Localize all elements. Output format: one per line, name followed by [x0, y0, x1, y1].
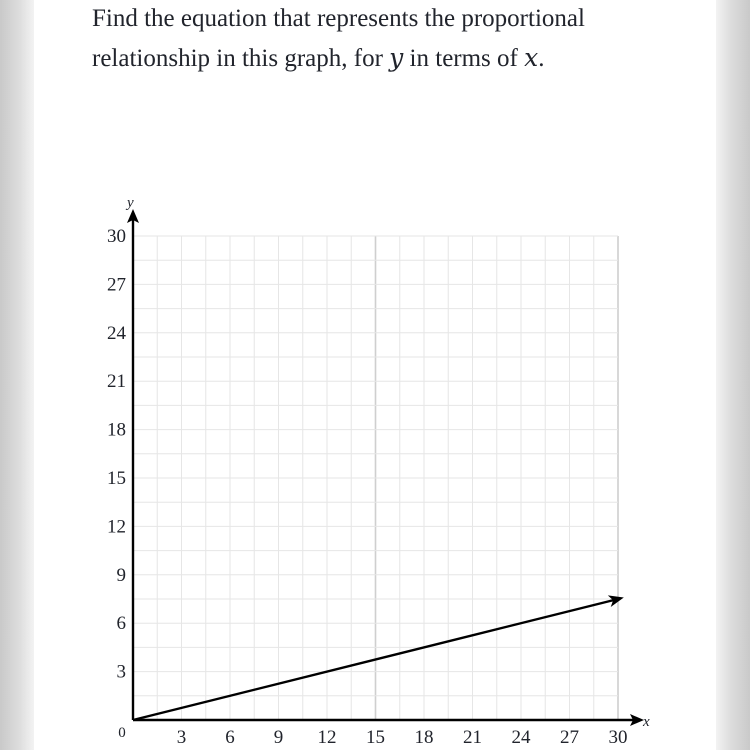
- x-tick-label: 12: [317, 727, 337, 748]
- x-tick-label: 3: [176, 727, 187, 748]
- y-tick-label: 6: [116, 613, 126, 635]
- x-tick-label: 27: [560, 727, 579, 748]
- x-tick-label: 24: [511, 727, 531, 748]
- y-tick-label: 24: [107, 322, 126, 344]
- question-text-part-2: in terms of: [403, 44, 525, 72]
- y-tick-label: 21: [107, 371, 126, 393]
- x-tick-label: 9: [273, 727, 284, 748]
- x-tick-label: 30: [608, 727, 628, 748]
- y-axis-label: y: [127, 195, 134, 211]
- y-tick-label: 15: [107, 468, 126, 489]
- origin-label: 0: [118, 725, 126, 741]
- y-tick-label: 30: [107, 226, 126, 247]
- data-series: [133, 595, 624, 720]
- y-tick-label: 9: [116, 564, 126, 586]
- x-axis-label: x: [643, 714, 650, 730]
- variable-y: y: [389, 42, 404, 72]
- question-text-part-1: Find the equation that represents the proportional relationship in this graph, for: [92, 5, 585, 72]
- y-tick-label: 27: [107, 274, 126, 296]
- x-tick-label: 15: [366, 727, 385, 748]
- variable-x: x: [524, 42, 539, 72]
- x-tick-label: 18: [414, 727, 434, 748]
- question-text-part-3: .: [538, 44, 545, 72]
- y-tick-label: 12: [107, 516, 126, 538]
- x-tick-label: 21: [463, 727, 482, 748]
- tick-labels: [107, 195, 650, 748]
- x-tick-label: 6: [225, 727, 235, 748]
- y-tick-label: 3: [116, 661, 126, 683]
- grid: [133, 236, 618, 720]
- axes: [127, 209, 644, 726]
- y-tick-label: 18: [107, 419, 126, 441]
